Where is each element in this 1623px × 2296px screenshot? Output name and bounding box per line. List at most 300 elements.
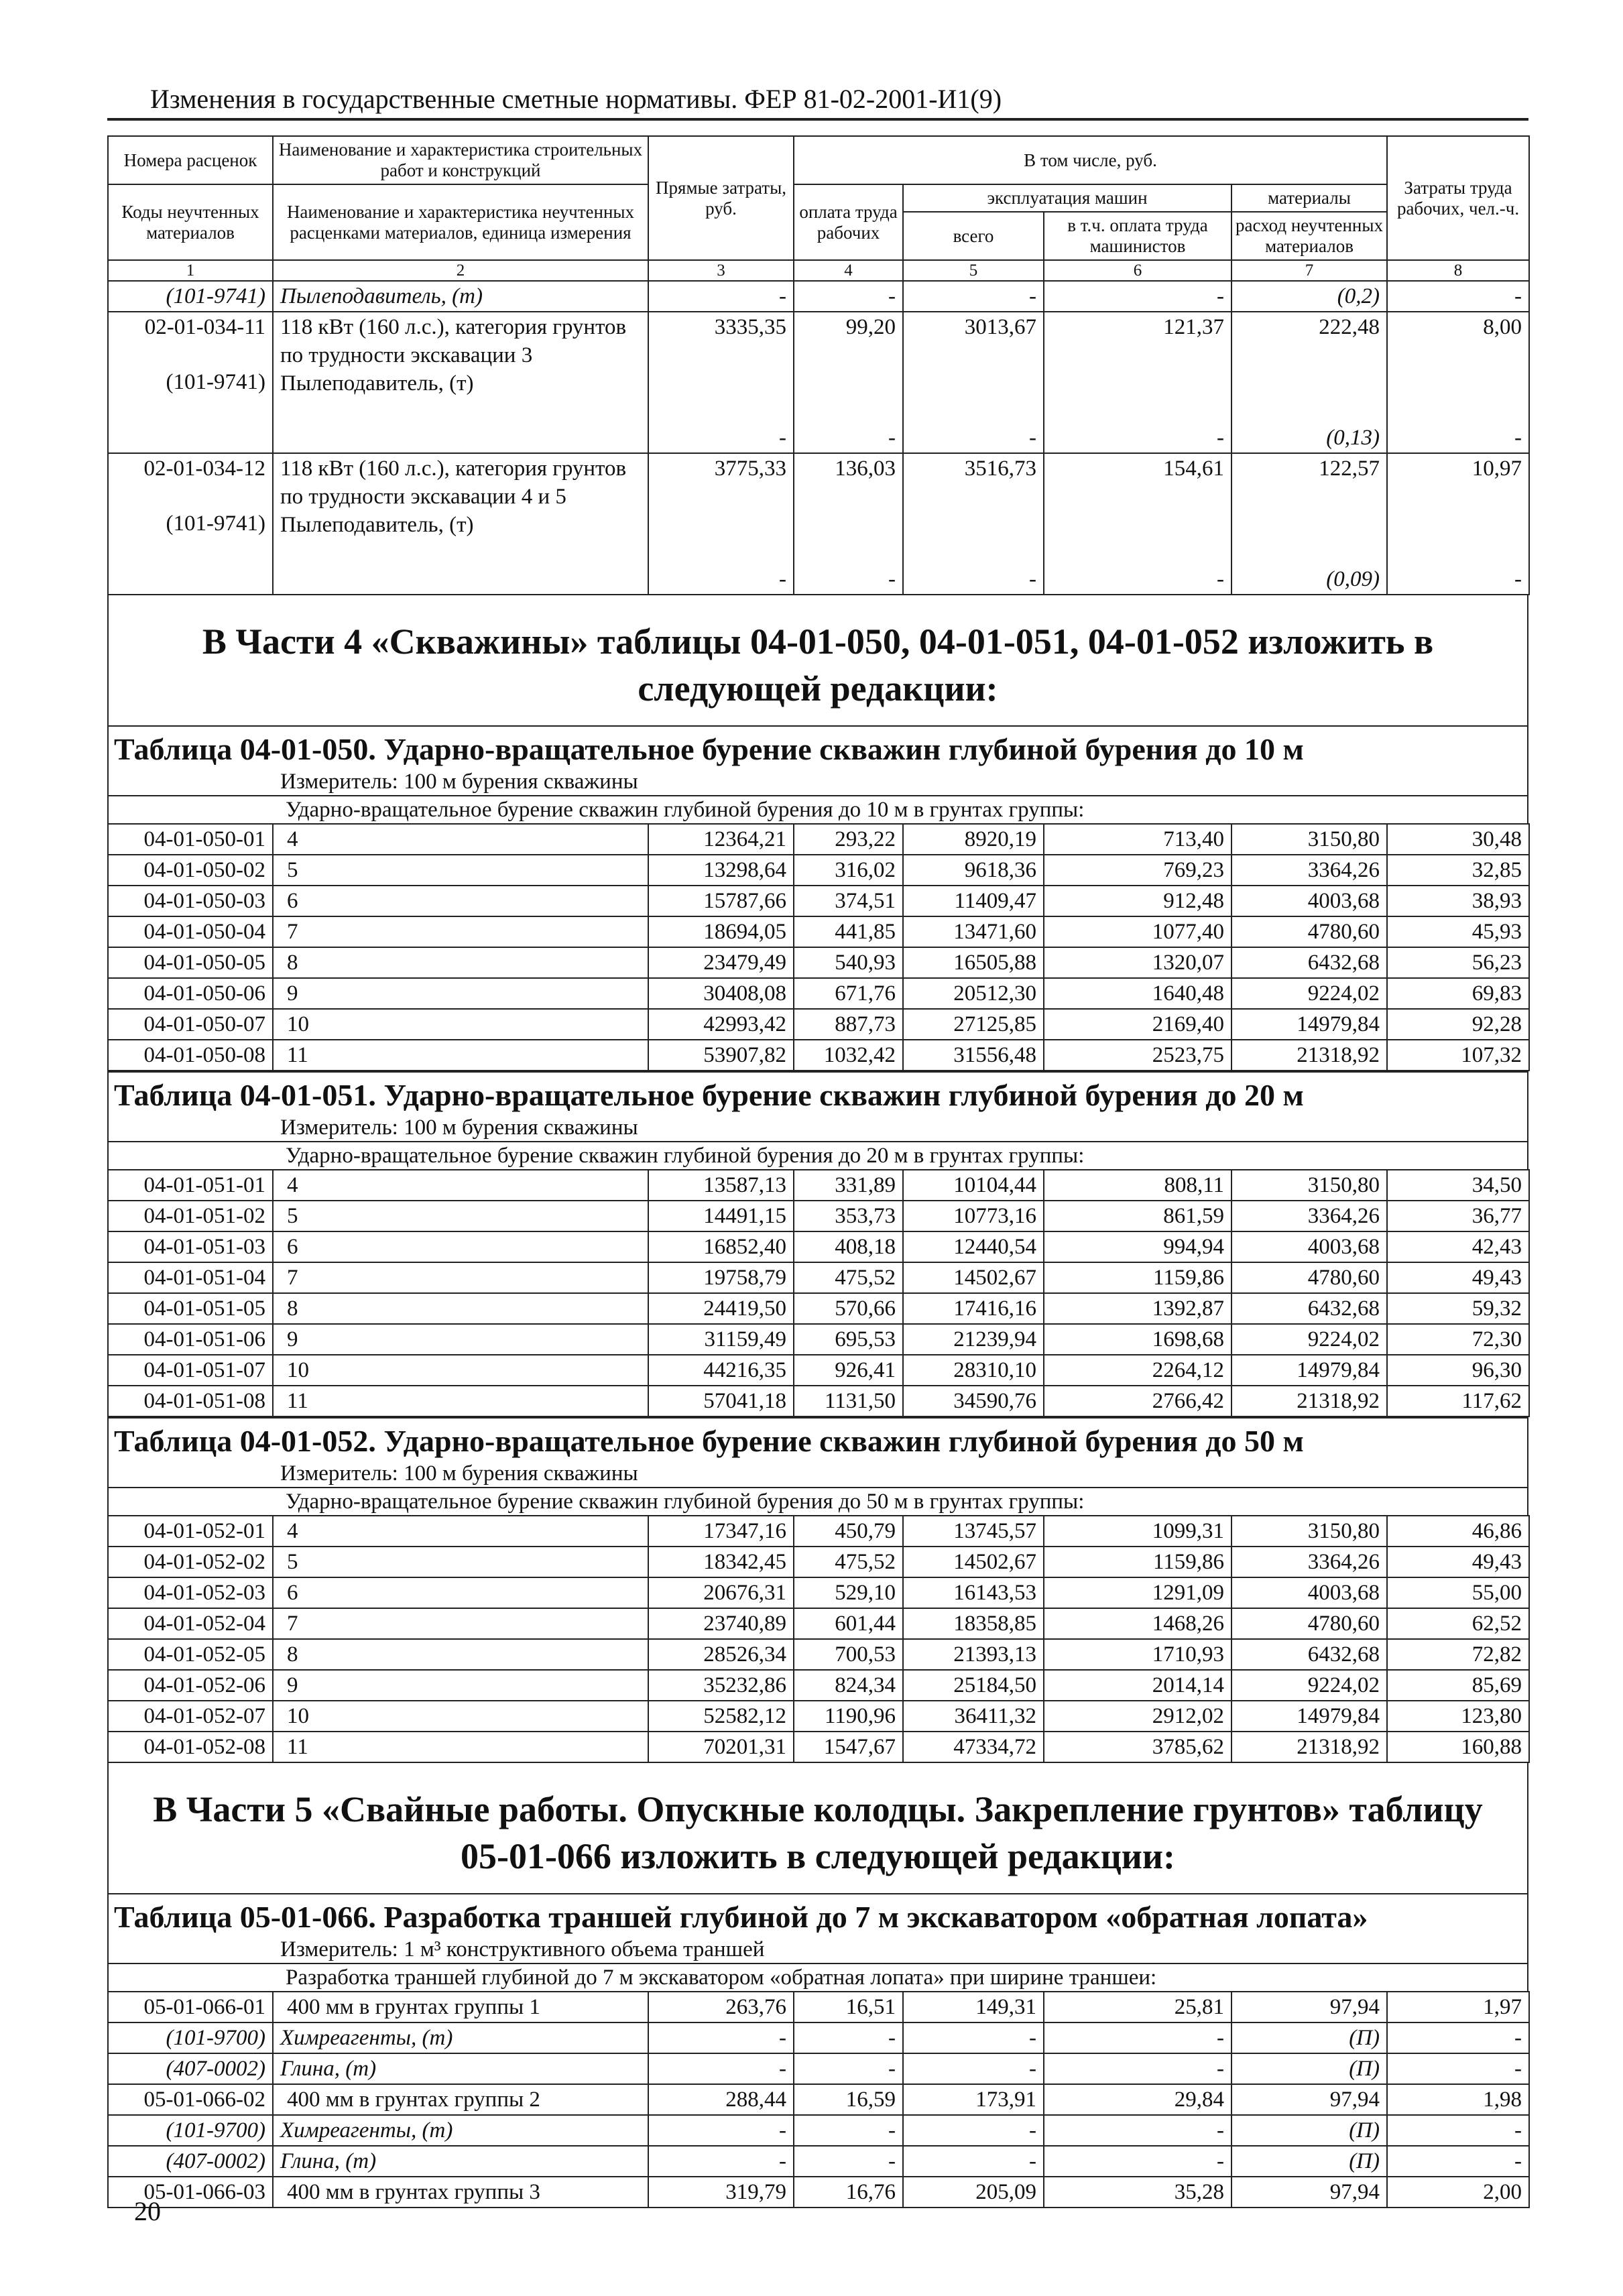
value-cell: 1547,67: [794, 1732, 903, 1762]
value-cell: 1077,40: [1044, 916, 1231, 947]
col-header-direct: Прямые затраты, руб.: [648, 136, 794, 260]
material-code: (101-9741): [166, 511, 265, 536]
col-header-mach-wages: в т.ч. оплата труда машинистов: [1044, 212, 1231, 260]
soil-group: 5: [273, 855, 648, 886]
value-cell: 17347,16: [648, 1516, 794, 1547]
table-050: [107, 823, 1530, 1071]
rate-name: 400 мм в грунтах группы 3: [273, 2177, 648, 2208]
value-cell: [1044, 453, 1231, 595]
value-cell: 117,62: [1387, 1386, 1529, 1416]
value-cell: 34,50: [1387, 1170, 1529, 1201]
value-cell: 441,85: [794, 916, 903, 947]
value-cell: 1468,26: [1044, 1608, 1231, 1639]
value-cell: 2766,42: [1044, 1386, 1231, 1416]
value-cell: 45,93: [1387, 916, 1529, 947]
value-cell: 21318,92: [1231, 1386, 1387, 1416]
col-number: 3: [648, 260, 794, 281]
value-cell: -: [1044, 2115, 1231, 2146]
value-cell: 9224,02: [1231, 1670, 1387, 1701]
value: 121,37: [1163, 315, 1224, 339]
table-052-group: Ударно-вращательное бурение скважин глубиной бурения до 50 м в грунтах группы:: [107, 1487, 1528, 1515]
value-cell: (П): [1231, 2053, 1387, 2084]
value-cell: 824,34: [794, 1670, 903, 1701]
rate-code: 04-01-050-08: [108, 1040, 273, 1071]
value-cell: 21318,92: [1231, 1732, 1387, 1762]
value-cell: 9224,02: [1231, 978, 1387, 1009]
table-row: [108, 1293, 1529, 1324]
table-row: [108, 1170, 1529, 1201]
rate-code: 04-01-051-01: [108, 1170, 273, 1201]
table-row: [108, 855, 1529, 886]
col-header-materials: материалы: [1231, 184, 1387, 212]
value-cell: 9618,36: [903, 855, 1044, 886]
value-cell: 3785,62: [1044, 1732, 1231, 1762]
value-cell: [1231, 453, 1387, 595]
rate-code: [108, 453, 273, 595]
material-value: -: [888, 567, 896, 591]
value-cell: 10104,44: [903, 1170, 1044, 1201]
value: 3516,73: [964, 457, 1036, 481]
value-cell: -: [1044, 2146, 1231, 2177]
value-cell: 34590,76: [903, 1386, 1044, 1416]
table-row: [108, 1670, 1529, 1701]
value: (0,2): [1337, 284, 1380, 308]
value-cell: 1,98: [1387, 2084, 1529, 2115]
rate-code: 04-01-050-03: [108, 886, 273, 916]
table-row: [108, 947, 1529, 978]
table-row: [108, 978, 1529, 1009]
col-header-wages: оплата труда рабочих: [794, 184, 903, 260]
col-header-codes: Коды неучтенных материалов: [108, 184, 273, 260]
table-row: [108, 1201, 1529, 1231]
value-cell: 1640,48: [1044, 978, 1231, 1009]
rate-name: Глина, (т): [273, 2053, 648, 2084]
rate-code: 04-01-051-04: [108, 1262, 273, 1293]
value-cell: 450,79: [794, 1516, 903, 1547]
rate-code: 05-01-066-02: [108, 2084, 273, 2115]
soil-group: 7: [273, 1608, 648, 1639]
value-cell: [1387, 453, 1529, 595]
soil-group: 10: [273, 1701, 648, 1732]
rate-code: 04-01-051-03: [108, 1231, 273, 1262]
soil-group: 6: [273, 1231, 648, 1262]
value-cell: -: [903, 2146, 1044, 2177]
value-cell: 2264,12: [1044, 1355, 1231, 1386]
value-cell: 42,43: [1387, 1231, 1529, 1262]
col-header-mach-total: всего: [903, 212, 1044, 260]
rate-code-text: 02-01-034-12: [143, 457, 265, 481]
soil-group: 4: [273, 1516, 648, 1547]
material-code: (101-9741): [166, 370, 265, 394]
value: 222,48: [1319, 315, 1380, 339]
table-066-group: Разработка траншей глубиной до 7 м экскаватором «обратная лопата» при ширине траншеи:: [107, 1963, 1528, 1991]
value-cell: 36411,32: [903, 1701, 1044, 1732]
material-value: -: [888, 426, 896, 450]
rate-code: 04-01-051-02: [108, 1201, 273, 1231]
value-cell: 408,18: [794, 1231, 903, 1262]
table-row: [108, 453, 1529, 595]
table-row: [108, 1386, 1529, 1416]
value-cell: 13471,60: [903, 916, 1044, 947]
value-cell: 475,52: [794, 1262, 903, 1293]
material-value: -: [1217, 567, 1224, 591]
table-row: [108, 1992, 1529, 2022]
value-cell: 769,23: [1044, 855, 1231, 886]
value-cell: 13587,13: [648, 1170, 794, 1201]
value-cell: 3150,80: [1231, 824, 1387, 855]
rate-code: 04-01-050-06: [108, 978, 273, 1009]
rate-name-text: 118 кВт (160 л.с.), категория грунтов по трудности экскавации 3: [280, 315, 627, 367]
value-cell: 14491,15: [648, 1201, 794, 1231]
value-cell: 42993,42: [648, 1009, 794, 1040]
value-cell: 31556,48: [903, 1040, 1044, 1071]
value-cell: 353,73: [794, 1201, 903, 1231]
value-cell: 52582,12: [648, 1701, 794, 1732]
value-cell: 16505,88: [903, 947, 1044, 978]
table-row: [108, 1639, 1529, 1670]
value-cell: 72,82: [1387, 1639, 1529, 1670]
col-header-incl: В том числе, руб.: [794, 136, 1387, 184]
rate-code: 04-01-052-03: [108, 1577, 273, 1608]
value-cell: 35232,86: [648, 1670, 794, 1701]
value-cell: 173,91: [903, 2084, 1044, 2115]
value-cell: 1291,09: [1044, 1577, 1231, 1608]
value-cell: [1231, 312, 1387, 453]
col-header-rates: Номера расценок: [108, 136, 273, 184]
value: 136,03: [835, 457, 896, 481]
value-cell: 3364,26: [1231, 1547, 1387, 1577]
value-cell: 3150,80: [1231, 1516, 1387, 1547]
rate-code: 05-01-066-03: [108, 2177, 273, 2208]
value-cell: 15787,66: [648, 886, 794, 916]
value-cell: 12364,21: [648, 824, 794, 855]
value-cell: [903, 453, 1044, 595]
value-cell: 4780,60: [1231, 1262, 1387, 1293]
value-cell: (П): [1231, 2146, 1387, 2177]
table-row: [108, 1009, 1529, 1040]
rate-code: 04-01-050-07: [108, 1009, 273, 1040]
value-cell: 6432,68: [1231, 1293, 1387, 1324]
value-cell: -: [648, 2146, 794, 2177]
rate-name: 400 мм в грунтах группы 1: [273, 1992, 648, 2022]
table-066-measure: Измеритель: 1 м³ конструктивного объема траншей: [107, 1936, 1528, 1963]
rate-code: 04-01-051-08: [108, 1386, 273, 1416]
rate-name-text: 118 кВт (160 л.с.), категория грунтов по трудности экскавации 4 и 5: [280, 457, 627, 509]
rate-code: 04-01-052-02: [108, 1547, 273, 1577]
soil-group: 10: [273, 1009, 648, 1040]
value-cell: 1,97: [1387, 1992, 1529, 2022]
value-cell: 4780,60: [1231, 1608, 1387, 1639]
value-cell: 49,43: [1387, 1547, 1529, 1577]
value-cell: 16,51: [794, 1992, 903, 2022]
rate-code: 04-01-052-08: [108, 1732, 273, 1762]
material-value: -: [779, 426, 786, 450]
rates-table-head: [107, 135, 1530, 595]
table-051-title: Таблица 04-01-051. Ударно-вращательное бурение скважин глубиной бурения до 20 м: [107, 1071, 1528, 1114]
value-cell: 27125,85: [903, 1009, 1044, 1040]
value-cell: 21393,13: [903, 1639, 1044, 1670]
value-cell: 21239,94: [903, 1324, 1044, 1355]
col-number: 8: [1387, 260, 1529, 281]
table-050-measure: Измеритель: 100 м бурения скважины: [107, 768, 1528, 795]
rate-name: 400 мм в грунтах группы 2: [273, 2084, 648, 2115]
value-cell: [1387, 281, 1529, 312]
col-header-name: Наименование и характеристика строительных работ и конструкций: [273, 136, 648, 184]
soil-group: 10: [273, 1355, 648, 1386]
value-cell: 11409,47: [903, 886, 1044, 916]
material-value: -: [1029, 567, 1036, 591]
value-cell: 293,22: [794, 824, 903, 855]
page-number: 20: [134, 2196, 161, 2226]
value-cell: [1231, 281, 1387, 312]
table-row: [108, 1516, 1529, 1547]
value-cell: 56,23: [1387, 947, 1529, 978]
value-cell: 861,59: [1044, 1201, 1231, 1231]
value: 99,20: [845, 315, 896, 339]
material-name: Пылеподавитель, (т): [280, 513, 474, 537]
rate-code: (101-9700): [108, 2115, 273, 2146]
rate-code-text: 02-01-034-11: [144, 315, 265, 339]
value-cell: 55,00: [1387, 1577, 1529, 1608]
value-cell: [903, 281, 1044, 312]
value-cell: [648, 281, 794, 312]
rate-code: 04-01-051-06: [108, 1324, 273, 1355]
table-row: [108, 2177, 1529, 2208]
value-cell: [903, 312, 1044, 453]
soil-group: 11: [273, 1040, 648, 1071]
table-row: [108, 1732, 1529, 1762]
value-cell: 4003,68: [1231, 1231, 1387, 1262]
value-cell: 2014,14: [1044, 1670, 1231, 1701]
soil-group: 9: [273, 1670, 648, 1701]
rate-code: 04-01-051-07: [108, 1355, 273, 1386]
soil-group: 11: [273, 1386, 648, 1416]
value-cell: 18694,05: [648, 916, 794, 947]
col-number: 6: [1044, 260, 1231, 281]
table-row: [108, 2053, 1529, 2084]
rate-name: Химреагенты, (т): [273, 2115, 648, 2146]
value-cell: 47334,72: [903, 1732, 1044, 1762]
value-cell: 107,32: [1387, 1040, 1529, 1071]
value-cell: 97,94: [1231, 2177, 1387, 2208]
value-cell: 18342,45: [648, 1547, 794, 1577]
value-cell: 331,89: [794, 1170, 903, 1201]
value-cell: -: [794, 2053, 903, 2084]
table-row: [108, 1547, 1529, 1577]
col-header-labor: Затраты труда рабочих, чел.-ч.: [1387, 136, 1529, 260]
value-cell: 4780,60: [1231, 916, 1387, 947]
col-number: 1: [108, 260, 273, 281]
value-cell: 38,93: [1387, 886, 1529, 916]
soil-group: 11: [273, 1732, 648, 1762]
value-cell: 1131,50: [794, 1386, 903, 1416]
value-cell: [794, 281, 903, 312]
table-066-title: Таблица 05-01-066. Разработка траншей глубиной до 7 м экскаватором «обратная лопата»: [107, 1893, 1528, 1936]
value-cell: 1159,86: [1044, 1262, 1231, 1293]
value-cell: 1159,86: [1044, 1547, 1231, 1577]
rate-code: 04-01-051-05: [108, 1293, 273, 1324]
rate-code: 04-01-050-01: [108, 824, 273, 855]
value: -: [779, 284, 786, 308]
value-cell: 4003,68: [1231, 886, 1387, 916]
value-cell: 28310,10: [903, 1355, 1044, 1386]
value-cell: 12440,54: [903, 1231, 1044, 1262]
value-cell: 9224,02: [1231, 1324, 1387, 1355]
value-cell: 713,40: [1044, 824, 1231, 855]
value-cell: 1392,87: [1044, 1293, 1231, 1324]
material-value: -: [1514, 567, 1522, 591]
document-header: Изменения в государственные сметные нормативы. ФЕР 81-02-2001-И1(9): [107, 80, 1528, 121]
soil-group: 4: [273, 824, 648, 855]
value-cell: 926,41: [794, 1355, 903, 1386]
value: -: [1217, 284, 1224, 308]
value-cell: 70201,31: [648, 1732, 794, 1762]
value-cell: 13298,64: [648, 855, 794, 886]
col-number: 5: [903, 260, 1044, 281]
value-cell: [1044, 281, 1231, 312]
value-cell: 16143,53: [903, 1577, 1044, 1608]
soil-group: 9: [273, 978, 648, 1009]
value: 3335,35: [714, 315, 786, 339]
rate-code: [108, 281, 273, 312]
rate-code: (407-0002): [108, 2053, 273, 2084]
value: 3013,67: [964, 315, 1036, 339]
value-cell: 32,85: [1387, 855, 1529, 886]
value-cell: 2523,75: [1044, 1040, 1231, 1071]
material-value: -: [1029, 426, 1036, 450]
value-cell: -: [794, 2146, 903, 2177]
value-cell: 53907,82: [648, 1040, 794, 1071]
value-cell: (П): [1231, 2115, 1387, 2146]
value: -: [1514, 284, 1522, 308]
value-cell: 149,31: [903, 1992, 1044, 2022]
table-row: [108, 1701, 1529, 1732]
table-row: [108, 1262, 1529, 1293]
value: 10,97: [1471, 457, 1522, 481]
rate-code: [108, 312, 273, 453]
value-cell: -: [1387, 2022, 1529, 2053]
value-cell: 2912,02: [1044, 1701, 1231, 1732]
value-cell: 1320,07: [1044, 947, 1231, 978]
value-cell: [1387, 312, 1529, 453]
value-cell: 85,69: [1387, 1670, 1529, 1701]
value-cell: 374,51: [794, 886, 903, 916]
value-cell: 3150,80: [1231, 1170, 1387, 1201]
rate-code: (101-9700): [108, 2022, 273, 2053]
value-cell: 475,52: [794, 1547, 903, 1577]
value-cell: -: [1387, 2146, 1529, 2177]
value-cell: 2,00: [1387, 2177, 1529, 2208]
value-cell: 123,80: [1387, 1701, 1529, 1732]
section-5-heading: В Части 5 «Свайные работы. Опускные колодцы. Закрепление грунтов» таблицу 05-01-066 изложить в следующей редакции:: [107, 1763, 1528, 1893]
value: 122,57: [1319, 457, 1380, 481]
value-cell: 18358,85: [903, 1608, 1044, 1639]
value-cell: 160,88: [1387, 1732, 1529, 1762]
soil-group: 6: [273, 1577, 648, 1608]
table-051: [107, 1169, 1530, 1417]
value-cell: [648, 453, 794, 595]
table-row: [108, 281, 1529, 312]
value-cell: 59,32: [1387, 1293, 1529, 1324]
table-052: [107, 1515, 1530, 1763]
rate-name: [273, 281, 648, 312]
material-value: -: [779, 567, 786, 591]
table-050-group: Ударно-вращательное бурение скважин глубиной бурения до 10 м в грунтах группы:: [107, 795, 1528, 823]
table-row: [108, 916, 1529, 947]
value-cell: 31159,49: [648, 1324, 794, 1355]
value-cell: 46,86: [1387, 1516, 1529, 1547]
value-cell: -: [794, 2022, 903, 2053]
value-cell: -: [903, 2053, 1044, 2084]
value-cell: -: [648, 2022, 794, 2053]
value-cell: 540,93: [794, 947, 903, 978]
rate-code-text: (101-9741): [166, 284, 265, 308]
value-cell: 96,30: [1387, 1355, 1529, 1386]
rate-code: 04-01-052-01: [108, 1516, 273, 1547]
soil-group: 7: [273, 916, 648, 947]
value-cell: [1044, 312, 1231, 453]
value-cell: [648, 312, 794, 453]
value-cell: 23740,89: [648, 1608, 794, 1639]
value-cell: -: [903, 2022, 1044, 2053]
value-cell: 2169,40: [1044, 1009, 1231, 1040]
value-cell: 671,76: [794, 978, 903, 1009]
section-4-heading: В Части 4 «Скважины» таблицы 04-01-050, 04-01-051, 04-01-052 изложить в следующей редакции:: [107, 595, 1528, 725]
value-cell: 912,48: [1044, 886, 1231, 916]
value-cell: -: [1387, 2053, 1529, 2084]
value-cell: 20676,31: [648, 1577, 794, 1608]
value: 8,00: [1483, 315, 1522, 339]
table-051-measure: Измеритель: 100 м бурения скважины: [107, 1114, 1528, 1141]
value: 154,61: [1163, 457, 1224, 481]
value-cell: 69,83: [1387, 978, 1529, 1009]
value-cell: 887,73: [794, 1009, 903, 1040]
value-cell: -: [1044, 2022, 1231, 2053]
value-cell: 14502,67: [903, 1262, 1044, 1293]
value-cell: 72,30: [1387, 1324, 1529, 1355]
col-header-machines: эксплуатация машин: [903, 184, 1231, 212]
soil-group: 6: [273, 886, 648, 916]
value-cell: 700,53: [794, 1639, 903, 1670]
soil-group: 5: [273, 1547, 648, 1577]
document-page: [107, 80, 1528, 2208]
table-row: [108, 1231, 1529, 1262]
value-cell: 3364,26: [1231, 855, 1387, 886]
value-cell: 92,28: [1387, 1009, 1529, 1040]
value-cell: 10773,16: [903, 1201, 1044, 1231]
value-cell: 6432,68: [1231, 947, 1387, 978]
table-row: [108, 1608, 1529, 1639]
value-cell: 8920,19: [903, 824, 1044, 855]
rate-name-text: Пылеподавитель, (т): [280, 284, 483, 308]
value-cell: -: [648, 2115, 794, 2146]
value-cell: 97,94: [1231, 1992, 1387, 2022]
value-cell: 4003,68: [1231, 1577, 1387, 1608]
table-row: [108, 2115, 1529, 2146]
rate-code: 05-01-066-01: [108, 1992, 273, 2022]
rate-code: 04-01-050-05: [108, 947, 273, 978]
value-cell: 23479,49: [648, 947, 794, 978]
rate-code: 04-01-052-07: [108, 1701, 273, 1732]
value: -: [888, 284, 896, 308]
value-cell: 1032,42: [794, 1040, 903, 1071]
rate-name: Глина, (т): [273, 2146, 648, 2177]
soil-group: 5: [273, 1201, 648, 1231]
value-cell: 16,59: [794, 2084, 903, 2115]
rate-code: 04-01-050-02: [108, 855, 273, 886]
value-cell: -: [1387, 2115, 1529, 2146]
value-cell: 1099,31: [1044, 1516, 1231, 1547]
